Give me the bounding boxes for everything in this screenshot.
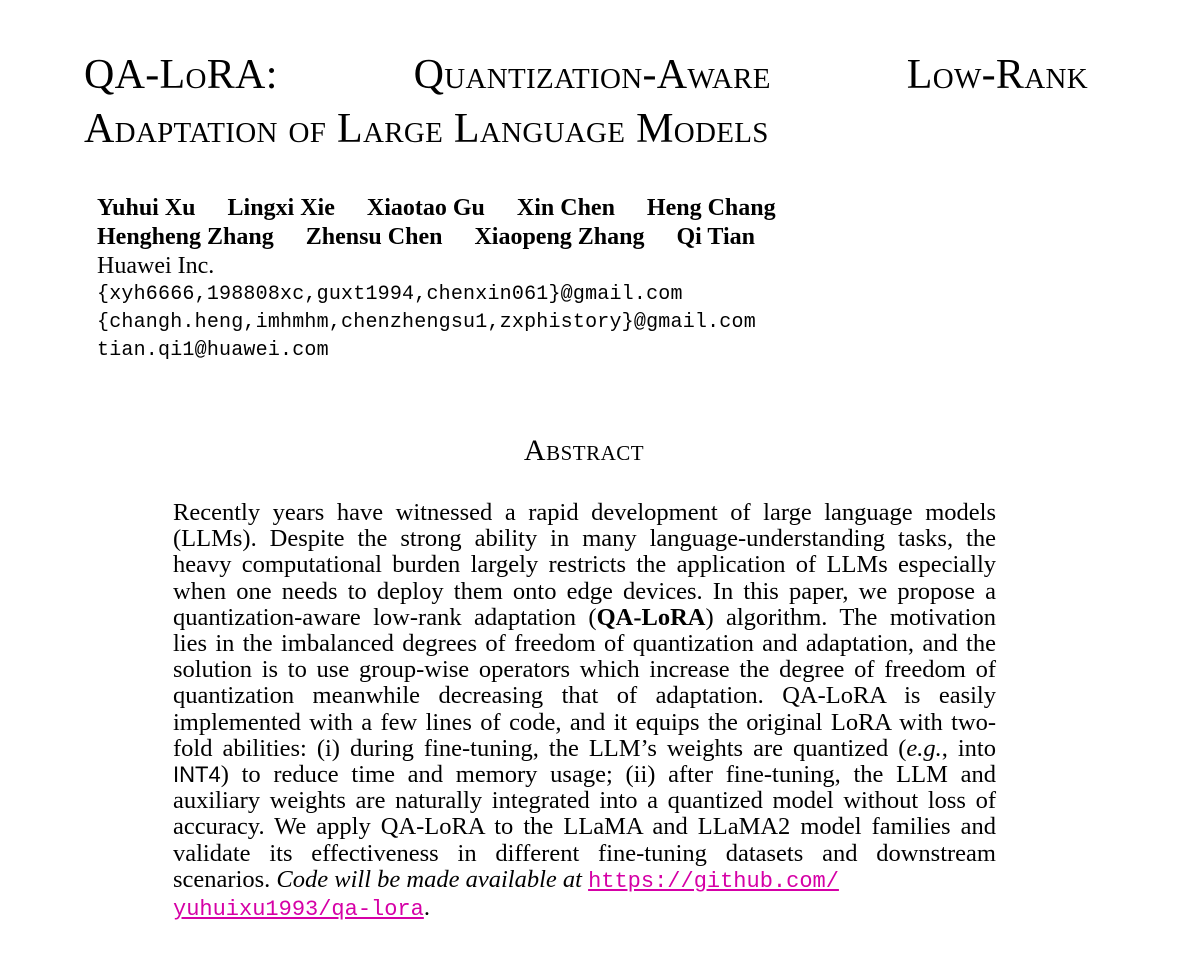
author-block bbox=[97, 194, 997, 365]
eg-abbrev: e.g. bbox=[906, 734, 942, 762]
int4-term: INT4 bbox=[173, 762, 221, 788]
email-line: {changh.heng,imhmhm,chenzhengsu1,zxphistory}@gmail.com bbox=[97, 311, 756, 334]
author-name: Xiaopeng Zhang bbox=[474, 224, 645, 250]
affiliation: Huawei Inc. bbox=[97, 253, 215, 279]
author-name: Lingxi Xie bbox=[227, 195, 335, 221]
author-name: Xin Chen bbox=[516, 195, 615, 221]
author-name: Zhensu Chen bbox=[305, 224, 443, 250]
code-link-part: yuhuixu1993/qa-lora bbox=[173, 897, 424, 923]
author-name: Xiaotao Gu bbox=[366, 195, 485, 221]
email-line: tian.qi1@huawei.com bbox=[97, 339, 329, 362]
abstract-segment: , into bbox=[941, 734, 996, 762]
title-line-2: Adaptation of Large Language Models bbox=[84, 106, 769, 152]
abstract-segment: Recently years have witnessed a rapid development of large language models (LLMs). Despite the strong ability in many language-understanding tasks, the heavy computational burden largely restricts the application of LLMs especially when one needs to deploy them onto edge devices. In this paper, we propose a quantization-aware low-rank adaptation ( bbox=[173, 499, 996, 631]
abstract-segment: ) to reduce time and memory usage; (ii) after fine-tuning, the LLM and auxiliary weights are naturally integrated into a quantized model without loss of accuracy. We apply QA-LoRA to the LLaMA and LLaMA2 model families and validate its effectiveness in different fine-tuning datasets and downstream scenarios. bbox=[173, 761, 996, 893]
title-word: Quantization-Aware bbox=[413, 52, 771, 98]
paper-title bbox=[84, 48, 1088, 156]
title-word: Low-Rank bbox=[906, 52, 1088, 98]
method-name: QA-LoRA bbox=[596, 603, 706, 631]
abstract-end: . bbox=[423, 894, 430, 922]
author-name: Yuhui Xu bbox=[97, 195, 196, 221]
title-line-1 bbox=[84, 48, 1088, 102]
code-link-part: https://github.com/ bbox=[588, 868, 839, 894]
author-row-2 bbox=[97, 223, 997, 252]
code-availability-note: Code will be made available at bbox=[276, 865, 582, 893]
abstract-text bbox=[173, 500, 996, 923]
abstract-heading: Abstract bbox=[523, 434, 645, 467]
abstract-segment: ) algorithm. The motivation lies in the imbalanced degrees of freedom of quantization and adaptation, and the solution is to use group-wise operators which increase the degree of freedom of quantization meanwhile decreasing that of adaptation. QA-LoRA is easily implemented with a few lines of code, and it equips the original LoRA with two-fold abilities: (i) during fine-tuning, the LLM’s weights are quantized ( bbox=[173, 603, 996, 762]
author-row-1 bbox=[97, 194, 997, 223]
title-word: QA-LoRA: bbox=[84, 52, 278, 98]
email-line: {xyh6666,198808xc,guxt1994,chenxin061}@gmail.com bbox=[97, 283, 683, 306]
author-name: Qi Tian bbox=[676, 224, 756, 250]
author-name: Heng Chang bbox=[646, 195, 776, 221]
author-name: Hengheng Zhang bbox=[97, 224, 274, 250]
